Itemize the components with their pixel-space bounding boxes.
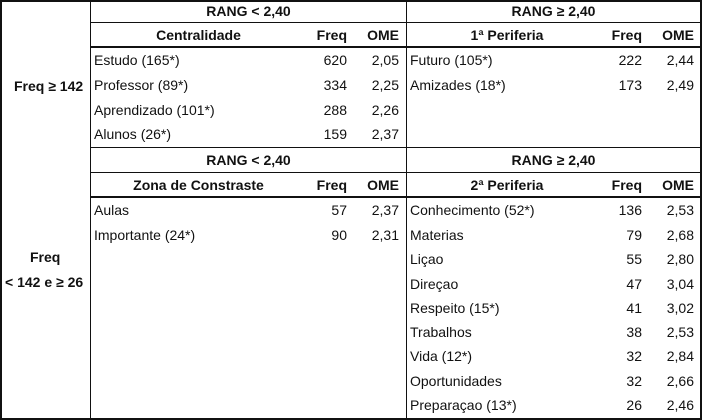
q4-row-freq: 47 [626,276,642,292]
q1-row-freq: 334 [323,77,347,93]
q1-freq-header: Freq [316,27,347,43]
q3-title: Zona de Constraste [133,177,264,193]
q4-row-freq: 41 [626,300,642,316]
q3-rang-header: RANG < 2,40 [206,152,291,168]
q1-row-word: Aprendizado (101*) [94,102,215,118]
q4-row-freq: 32 [626,348,642,364]
table-border-left [0,0,2,420]
quadrant-divider-horizontal [90,147,702,148]
header-divider-top [90,46,702,48]
q3-row-word: Aulas [94,202,130,218]
q4-row-ome: 3,02 [666,300,694,316]
q4-row-freq: 38 [626,324,642,340]
row-label-low-freq-line1: Freq [30,249,61,265]
q4-row-ome: 2,80 [666,251,694,267]
q2-rang-header: RANG ≥ 2,40 [511,3,596,19]
q3-row-freq: 57 [331,202,347,218]
q2-row-ome: 2,49 [666,77,694,93]
q4-title: 2ª Periferia [470,177,544,193]
q4-row-ome: 2,53 [666,202,694,218]
q1-ome-header: OME [367,27,399,43]
q4-row-word: Liçao [410,251,444,267]
q3-row-word: Importante (24*) [94,227,196,243]
q4-row-word: Trabalhos [410,324,472,340]
q4-ome-header: OME [662,177,694,193]
q1-title: Centralidade [156,27,241,43]
q2-row-word: Amizades (18*) [410,77,506,93]
q2-title: 1ª Periferia [470,27,544,43]
q4-row-freq: 136 [618,202,642,218]
q4-rang-header: RANG ≥ 2,40 [511,152,596,168]
q4-row-ome: 2,84 [666,348,694,364]
q4-row-freq: 26 [626,397,642,413]
row-label-high-freq: Freq ≥ 142 [14,78,84,94]
q1-row-word: Estudo (165*) [94,52,180,68]
q4-row-word: Vida (12*) [410,348,473,364]
quadrant-divider-vertical [406,0,407,420]
row-label-low-freq-line2: < 142 e ≥ 26 [5,274,84,290]
q1-row-ome: 2,25 [371,77,399,93]
q1-row-ome: 2,26 [371,102,399,118]
q4-row-freq: 79 [626,227,642,243]
q2-row-ome: 2,44 [666,52,694,68]
q4-row-word: Preparaçao (13*) [410,397,517,413]
q1-row-word: Alunos (26*) [94,126,172,142]
q4-row-word: Oportunidades [410,373,502,389]
q4-row-ome: 2,66 [666,373,694,389]
q3-row-ome: 2,37 [371,202,399,218]
q4-row-word: Conhecimento (52*) [410,202,535,218]
q4-row-freq: 32 [626,373,642,389]
q1-row-freq: 288 [323,102,347,118]
q4-row-ome: 2,68 [666,227,694,243]
q4-row-word: Direçao [410,276,459,292]
rang-divider-top [90,22,702,23]
q2-row-freq: 173 [618,77,642,93]
header-divider-bottom [90,196,702,198]
q4-row-freq: 55 [626,251,642,267]
q4-row-ome: 2,46 [666,397,694,413]
q4-row-ome: 2,53 [666,324,694,340]
q1-row-word: Professor (89*) [94,77,189,93]
q2-ome-header: OME [662,27,694,43]
q1-rang-header: RANG < 2,40 [206,3,291,19]
q3-row-ome: 2,31 [371,227,399,243]
q2-freq-header: Freq [611,27,642,43]
q1-row-freq: 620 [323,52,347,68]
q2-row-freq: 222 [618,52,642,68]
q4-row-ome: 3,04 [666,276,694,292]
q1-row-ome: 2,05 [371,52,399,68]
q1-row-ome: 2,37 [371,126,399,142]
q4-row-word: Respeito (15*) [410,300,500,316]
q4-row-word: Materias [410,227,464,243]
q2-row-word: Futuro (105*) [410,52,493,68]
row-label-divider [90,0,91,420]
rang-divider-bottom [90,172,702,173]
q4-freq-header: Freq [611,177,642,193]
q3-row-freq: 90 [331,227,347,243]
q3-freq-header: Freq [316,177,347,193]
q3-ome-header: OME [367,177,399,193]
q1-row-freq: 159 [323,126,347,142]
